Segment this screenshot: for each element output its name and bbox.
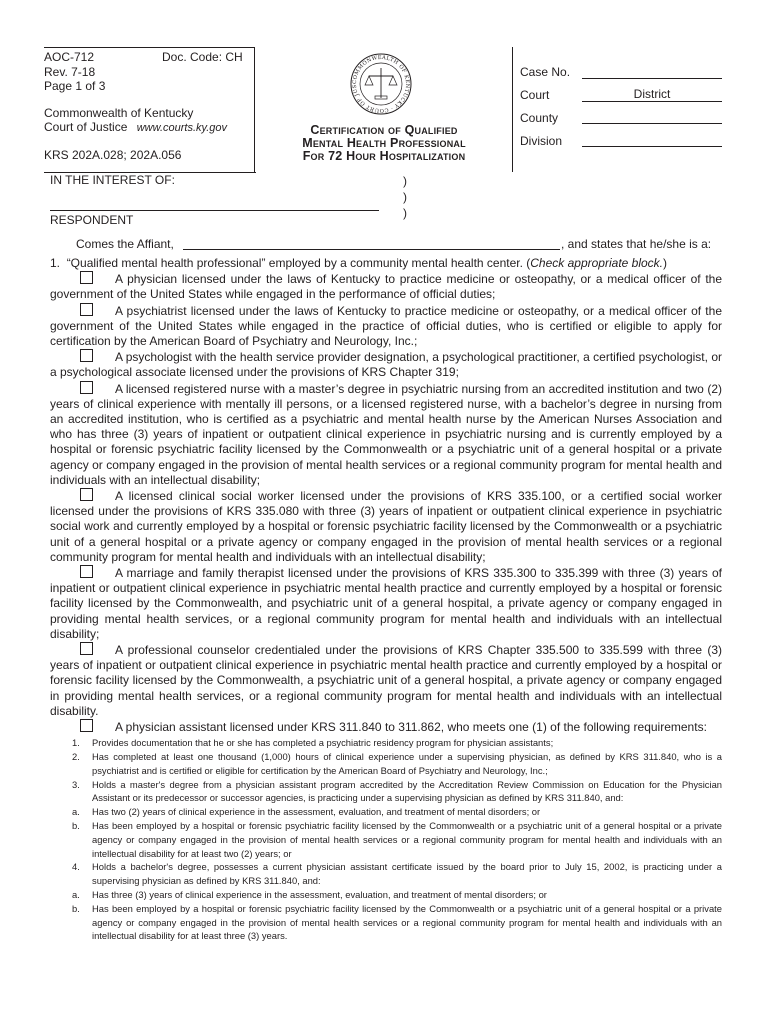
county-field[interactable] [582,109,722,124]
checkbox-physician[interactable] [80,271,93,284]
list-marker: a. [72,889,80,901]
list-item [50,888,722,902]
header-divider-left [254,47,255,172]
checkbox-psychiatrist[interactable] [80,303,93,316]
checkbox-social-worker[interactable] [80,488,93,501]
pa-requirements-list [50,736,722,943]
section-1-number: 1. [50,256,61,270]
list-item [50,736,722,750]
affiant-suffix: , and states that he/she is a: [561,237,712,251]
header-top-rule [44,47,254,48]
certification-body [50,256,722,943]
page-number: Page 1 of 3 [44,79,106,93]
list-item-text: Holds a master's degree from a physician assistant program accredited by the Accreditation Review Commission on Education for the Physician Assistant or its predecessor or successor agencies, is practicing under a supervising physician as defined by KRS 311.840, and: [92,778,722,804]
list-marker: 1. [72,737,80,749]
list-marker: 4. [72,861,80,873]
case-no-field[interactable] [582,64,722,79]
checkbox-counselor[interactable] [80,642,93,655]
option-counselor [50,642,722,719]
option-text: A psychologist with the health service provider designation, a psychological practitioner, a certified psychologist, or a psychological associate licensed under the provisions of KRS Chapter 319; [50,350,722,380]
list-marker: b. [72,820,80,832]
section-1-heading [50,256,722,271]
division-label: Division [520,134,563,148]
form-title [256,124,512,163]
seal-graphic [349,52,413,116]
paren-2: ) [403,190,407,204]
org-line-2: Court of Justice [44,120,128,134]
checkbox-registered-nurse[interactable] [80,381,93,394]
option-text: A licensed registered nurse with a master’s degree in psychiatric nursing from an accredited institution and two (2) years of clinical experience with mentally ill persons, or a licensed registered nurse, with a bachelor’s degree in nursing from an accredited institution, who is certified as a psychiatric and mental health nurse by the American Nurses Association and who has three (3) years of inpatient or outpatient clinical experience in psychiatric nursing and is currently employed by a hospital or forensic psychiatric facility licensed by the Commonwealth or a psychiatric unit of a general hospital or a private agency or company engaged in the provision of mental health services or a regional community program for mental health and individuals with an intellectual disability; [50,381,722,487]
section-1-text: “Qualified mental health professional” employed by a community mental health center. ( [66,256,531,270]
option-psychologist [50,349,722,380]
header-divider-right [512,47,513,172]
court-field[interactable]: District [582,87,722,102]
list-marker: 3. [72,778,80,790]
respondent-label: RESPONDENT [50,213,134,227]
option-physician-assistant [50,719,722,735]
paren-1: ) [403,174,407,188]
list-item-text: Provides documentation that he or she has completed a psychiatric residency program for physician assistants; [92,737,554,749]
option-text: A psychiatrist licensed under the laws of Kentucky to practice medicine or osteopathy, or a medical officer of the government of the United States while engaged in the practice of official duties, who is certified or eligible to apply for certification by the American Board of Psychiatry and Neurology, Inc.; [50,303,722,349]
form-number: AOC-712 [44,50,95,64]
affiant-name-field[interactable] [183,249,560,250]
option-text: A professional counselor credentialed under the provisions of KRS Chapter 335.500 to 335.599 with three (3) years of inpatient or outpatient clinical experience in psychiatric mental health practice and currently employed by a hospital or forensic facility licensed by the Commonwealth, a psychiatric unit of a general hospital, a private agency or company engaged in providing mental health services, or a regional community program for mental health and individuals with an intellectual disability. [50,643,722,718]
case-no-label: Case No. [520,65,571,79]
option-text: A physician licensed under the laws of Kentucky to practice medicine or osteopathy, or a medical officer of the government of the United States while engaged in the performance of official duties; [50,272,722,302]
revision: Rev. 7-18 [44,64,96,79]
list-item-text: Holds a bachelor's degree, possesses a current physician assistant certificate issued by the board prior to July 15, 2002, is practicing under a supervising physician as defined by KRS 311.840, and: [92,861,722,887]
option-text: A physician assistant licensed under KRS 311.840 to 311.862, who meets one (1) of the following requirements: [115,720,707,735]
checkbox-physician-assistant[interactable] [80,719,93,732]
option-psychiatrist [50,303,722,350]
list-item [50,778,722,806]
court-seal [349,52,413,116]
option-text: A marriage and family therapist licensed under the provisions of KRS 335.300 to 335.399 with three (3) years of inpatient or outpatient clinical experience in psychiatric mental health practice and currently employed by a hospital or forensic facility licensed by the Commonwealth, and psychiatric unit of a general hospital, a private agency or company engaged in providing mental health services, or a regional community program for mental health and individuals with an intellectual disability; [50,566,722,641]
list-item-text: Has completed at least one thousand (1,000) hours of clinical experience under a supervising physician, as defined by KRS 311.840, who is a psychiatrist and is certified or eligible for certification by the American Board of Psychiatry and Neurology, Inc.; [92,751,722,776]
list-item-text: Has two (2) years of clinical experience in the assessment, evaluation, and treatment of mental disorders; or [92,806,541,818]
title-line-2: Mental Health Professional [302,136,466,150]
list-item [50,902,722,943]
title-line-1: Certification of Qualified [310,123,458,137]
seal-text: COMMONWEALTH OF KENTUCKY · COURT OF JUS [351,54,411,114]
paren-3: ) [403,206,407,220]
option-physician [50,271,722,302]
option-social-worker [50,488,722,565]
option-family-therapist [50,565,722,642]
section-1-instruction: Check appropriate block. [530,256,664,270]
checkbox-family-therapist[interactable] [80,565,93,578]
list-item [50,750,722,778]
doc-code: Doc. Code: CH [162,50,243,64]
respondent-name-field[interactable] [50,210,379,211]
division-field[interactable] [582,132,722,147]
list-item-text: Has been employed by a hospital or forensic psychiatric facility licensed by the Commonwealth or a psychiatric unit of a general hospital or a private agency or company engaged in the provision of mental health services or a regional community program for mental health and individuals with an intellectual disability for at least three (3) years. [92,902,722,942]
list-marker: b. [72,902,80,914]
list-item-text: Has three (3) years of clinical experience in the assessment, evaluation, and treatment of mental disorders; or [92,889,547,901]
list-marker: 2. [72,751,80,763]
website-link[interactable]: www.courts.ky.gov [136,122,227,134]
list-item [50,805,722,819]
checkbox-psychologist[interactable] [80,349,93,362]
option-text: A licensed clinical social worker licensed under the provisions of KRS 335.100, or a certified social worker licensed under the provisions of KRS 335.080 with three (3) years of inpatient or outpatient clinical experience in psychiatric social work and currently employed by a hospital or forensic psychiatric facility licensed by the Commonwealth or a psychiatric unit of a general hospital or a private agency or company engaged in the provision of mental health services or a regional community program for mental health and individuals with an intellectual disability; [50,489,722,564]
court-label: Court [520,88,550,102]
section-1-close: ) [663,256,668,270]
list-item [50,819,722,860]
list-marker: a. [72,806,80,818]
list-item-text: Has been employed by a hospital or forensic psychiatric facility licensed by the Commonwealth or a psychiatric unit of a general hospital or a private agency or company engaged in the provision of mental health services or a regional community program for mental health and individuals with an intellectual disability for at least two (2) years; or [92,820,722,859]
interest-of-label: IN THE INTEREST OF: [50,173,175,187]
title-line-3: For 72 Hour Hospitalization [302,149,466,163]
option-registered-nurse [50,381,722,488]
county-label: County [520,111,559,125]
form-header-info [44,50,254,162]
krs-reference: KRS 202A.028; 202A.056 [44,147,182,162]
org-line-1: Commonwealth of Kentucky [44,105,194,120]
affiant-prefix: Comes the Affiant, [76,237,174,251]
list-item [50,860,722,888]
